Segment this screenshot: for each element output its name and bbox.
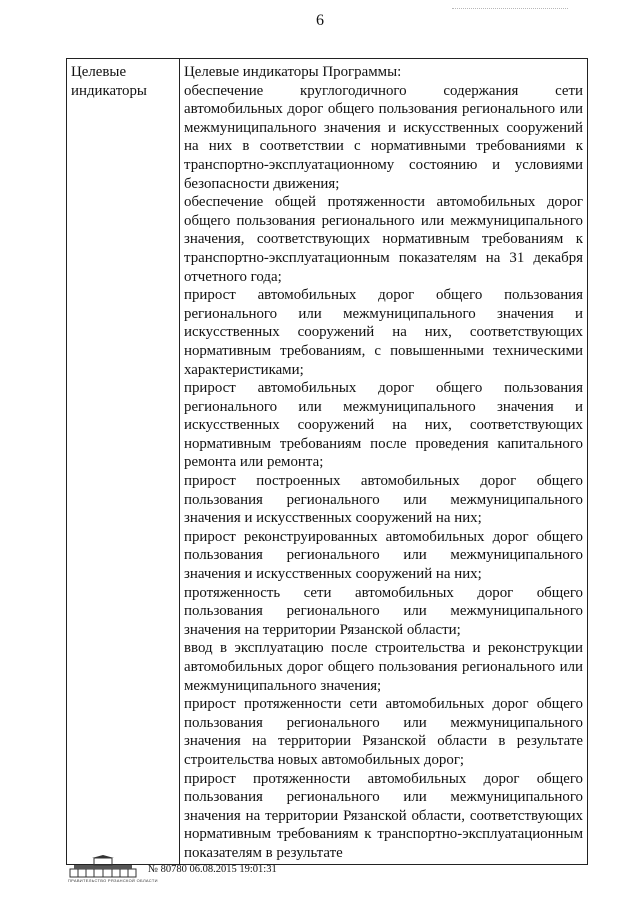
indicator-paragraph: прирост протяженности сети автомобильных дорог общего пользования регионального или межмуниципального значения на территории Рязанской области в результате строительства новых автомобильных дорог;: [184, 696, 583, 768]
indicator-paragraph: протяженность сети автомобильных дорог общего пользования регионального или межмуниципального значения на территории Рязанской области;: [184, 584, 583, 638]
table-row: [67, 59, 588, 865]
indicator-paragraph: прирост автомобильных дорог общего пользования регионального или межмуниципального значения и искусственных сооружений на них, соответствующих нормативным требованиям после проведения капитального ремонта или ремонта;: [184, 380, 583, 471]
indicator-paragraph: ввод в эксплуатацию после строительства и реконструкции автомобильных дорог общего пользования регионального или межмуниципального значения;: [184, 640, 583, 694]
document-stamp: № 80780 06.08.2015 19:01:31: [148, 864, 277, 875]
government-building-logo-icon: [68, 855, 138, 879]
label-cell: [67, 59, 180, 865]
content-cell: [180, 59, 588, 865]
row-label: Целевые индикаторы: [71, 64, 147, 99]
indicator-paragraph: прирост построенных автомобильных дорог общего пользования регионального или межмуниципального значения и искусственных сооружений на них;: [184, 473, 583, 527]
indicator-paragraph: прирост реконструированных автомобильных дорог общего пользования регионального или межмуниципального значения и искусственных сооружений на них;: [184, 528, 583, 583]
indicator-paragraph: прирост протяженности автомобильных дорог общего пользования регионального или межмуниципального значения на территории Рязанской области, соответствующих нормативным требованиям к транспортно-эксплуатационным показателям в результате: [184, 770, 583, 861]
indicator-paragraph: обеспечение общей протяженности автомобильных дорог общего пользования регионального или межмуниципального значения, соответствующих нормативным требованиям к транспортно-эксплуатационным показателям на 31 декабря отчетного года;: [184, 194, 583, 285]
indicator-paragraph: прирост автомобильных дорог общего пользования регионального или межмуниципального значения и искусственных сооружений на них, соответствующих нормативным требованиям, с повышенными техническими характеристиками;: [184, 287, 583, 378]
indicators-table: [66, 58, 588, 865]
page-number: 6: [316, 12, 324, 29]
logo-caption: ПРАВИТЕЛЬСТВО РЯЗАНСКОЙ ОБЛАСТИ: [68, 878, 158, 883]
scan-mark: [452, 8, 568, 11]
indicator-paragraph: обеспечение круглогодичного содержания сети автомобильных дорог общего пользования регионального или межмуниципального значения и искусственных сооружений на них в соответствии с нормативными требованиями к транспортно-эксплуатационному состоянию и условиями безопасности движения;: [184, 82, 583, 192]
footer: [68, 855, 328, 885]
content-heading: Целевые индикаторы Программы:: [184, 64, 402, 80]
